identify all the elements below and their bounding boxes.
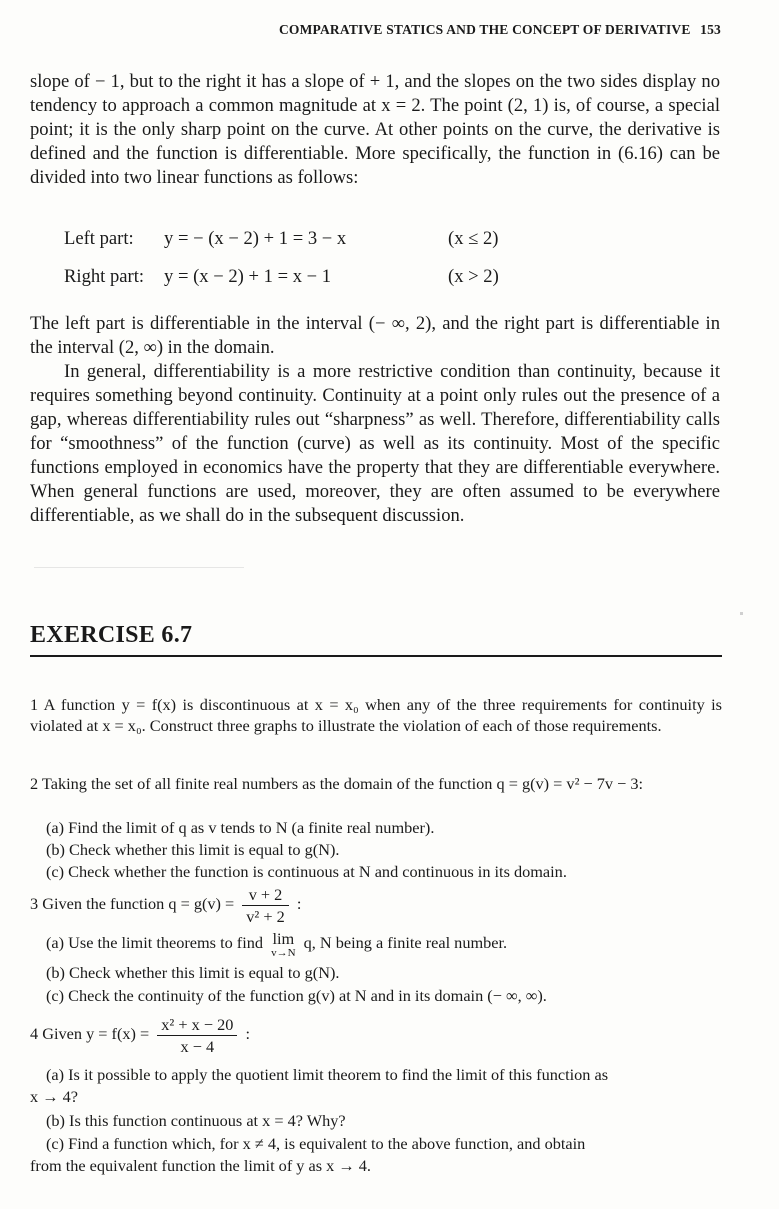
paragraph-2: The left part is differentiable in the interval (− ∞, 2), and the right part is differentiable in the interval (2, ∞) in the domain. [30,313,720,358]
exercise-heading: EXERCISE 6.7 [30,622,193,648]
exercise-question-4a-continued: x → 4? [30,1087,78,1106]
exercise-question-2: 2 Taking the set of all finite real numbers as the domain of the function q = g(v) = v² − 7v − 3: [30,774,644,793]
question-3-tail: : [296,894,302,914]
exercise-question-2b: (b) Check whether this limit is equal to g(N). [46,840,340,859]
paragraph-3: In general, differentiability is a more restrictive condition than continuity, because it requires something beyond continuity. Continuity at a point only rules out the presence of a gap, whereas differentiability rules out “sharpness” as well. Therefore, differentiability calls for “smoothness” of the function (curve) as well as its continuity. Most of the specific functions employed in economics have the property that they are differentiable everywhere. When general functions are used, moreover, they are often assumed to be everywhere differentiable, as we shall do in the subsequent discussion. [30,361,720,526]
limit-symbol: lim [272,929,295,948]
heading-rule [30,655,722,657]
fraction-numerator: v + 2 [242,884,289,906]
running-head [279,22,721,38]
equation-label: Left part: [64,228,134,249]
exercise-question-4 [30,1014,722,1057]
limit-subscript: v→N [271,947,296,959]
pencil-mark [34,567,244,568]
equation-condition: (x > 2) [448,266,499,287]
exercise-question-4b: (b) Is this function continuous at x = 4? Why? [46,1111,346,1130]
question-3a-lead: (a) Use the limit theorems to find [46,933,264,952]
scan-speck [740,612,743,615]
running-head-title: COMPARATIVE STATICS AND THE CONCEPT OF DERIVATIVE [278,22,691,37]
page-number: 153 [700,22,721,37]
equation-condition: (x ≤ 2) [448,228,499,249]
question-3-lead: 3 Given the function q = g(v) = [30,894,235,914]
fraction-denominator: v² + 2 [246,907,285,926]
question-3a-tail: q, N being a finite real number. [303,933,508,952]
equation-expression: y = − (x − 2) + 1 = 3 − x [164,228,347,249]
fraction [242,884,289,927]
exercise-question-4c: (c) Find a function which, for x ≠ 4, is equivalent to the above function, and obtain [46,1134,586,1153]
exercise-question-3b: (b) Check whether this limit is equal to g(N). [46,963,340,982]
exercise-question-2a: (a) Find the limit of q as v tends to N (a finite real number). [46,818,435,837]
exercise-question-4c-continued: from the equivalent function the limit of y as x → 4. [30,1156,371,1175]
exercise-question-3 [30,884,722,927]
equation-label: Right part: [64,266,145,287]
exercise-question-2c: (c) Check whether the function is continuous at N and continuous in its domain. [46,862,567,881]
fraction [157,1014,237,1057]
exercise-question-3c: (c) Check the continuity of the function g(v) at N and in its domain (− ∞, ∞). [46,986,547,1005]
equation-expression: y = (x − 2) + 1 = x − 1 [164,266,332,287]
limit-operator [271,929,296,960]
fraction-denominator: x − 4 [180,1037,215,1056]
question-4-tail: : [245,1024,250,1044]
question-4-lead: 4 Given y = f(x) = [30,1024,150,1044]
exercise-question-1: 1 A function y = f(x) is discontinuous at x = x₀ when any of the three requirements for continuity is violated at x = x₀. Construct three graphs to illustrate the violation of each of those requirements. [30,695,722,735]
fraction-numerator: x² + x − 20 [157,1014,237,1036]
paragraph-1: slope of − 1, but to the right it has a slope of + 1, and the slopes on the two sides display no tendency to approach a common magnitude at x = 2. The point (2, 1) is, of course, a special point; it is the only sharp point on the curve. At other points on the curve, the derivative is defined and the function is differentiable. More specifically, the function in (6.16) can be divided into two linear functions as follows: [30,71,720,188]
exercise-question-4a: (a) Is it possible to apply the quotient limit theorem to find the limit of this function as [46,1065,609,1084]
exercise-question-3a [30,929,738,960]
